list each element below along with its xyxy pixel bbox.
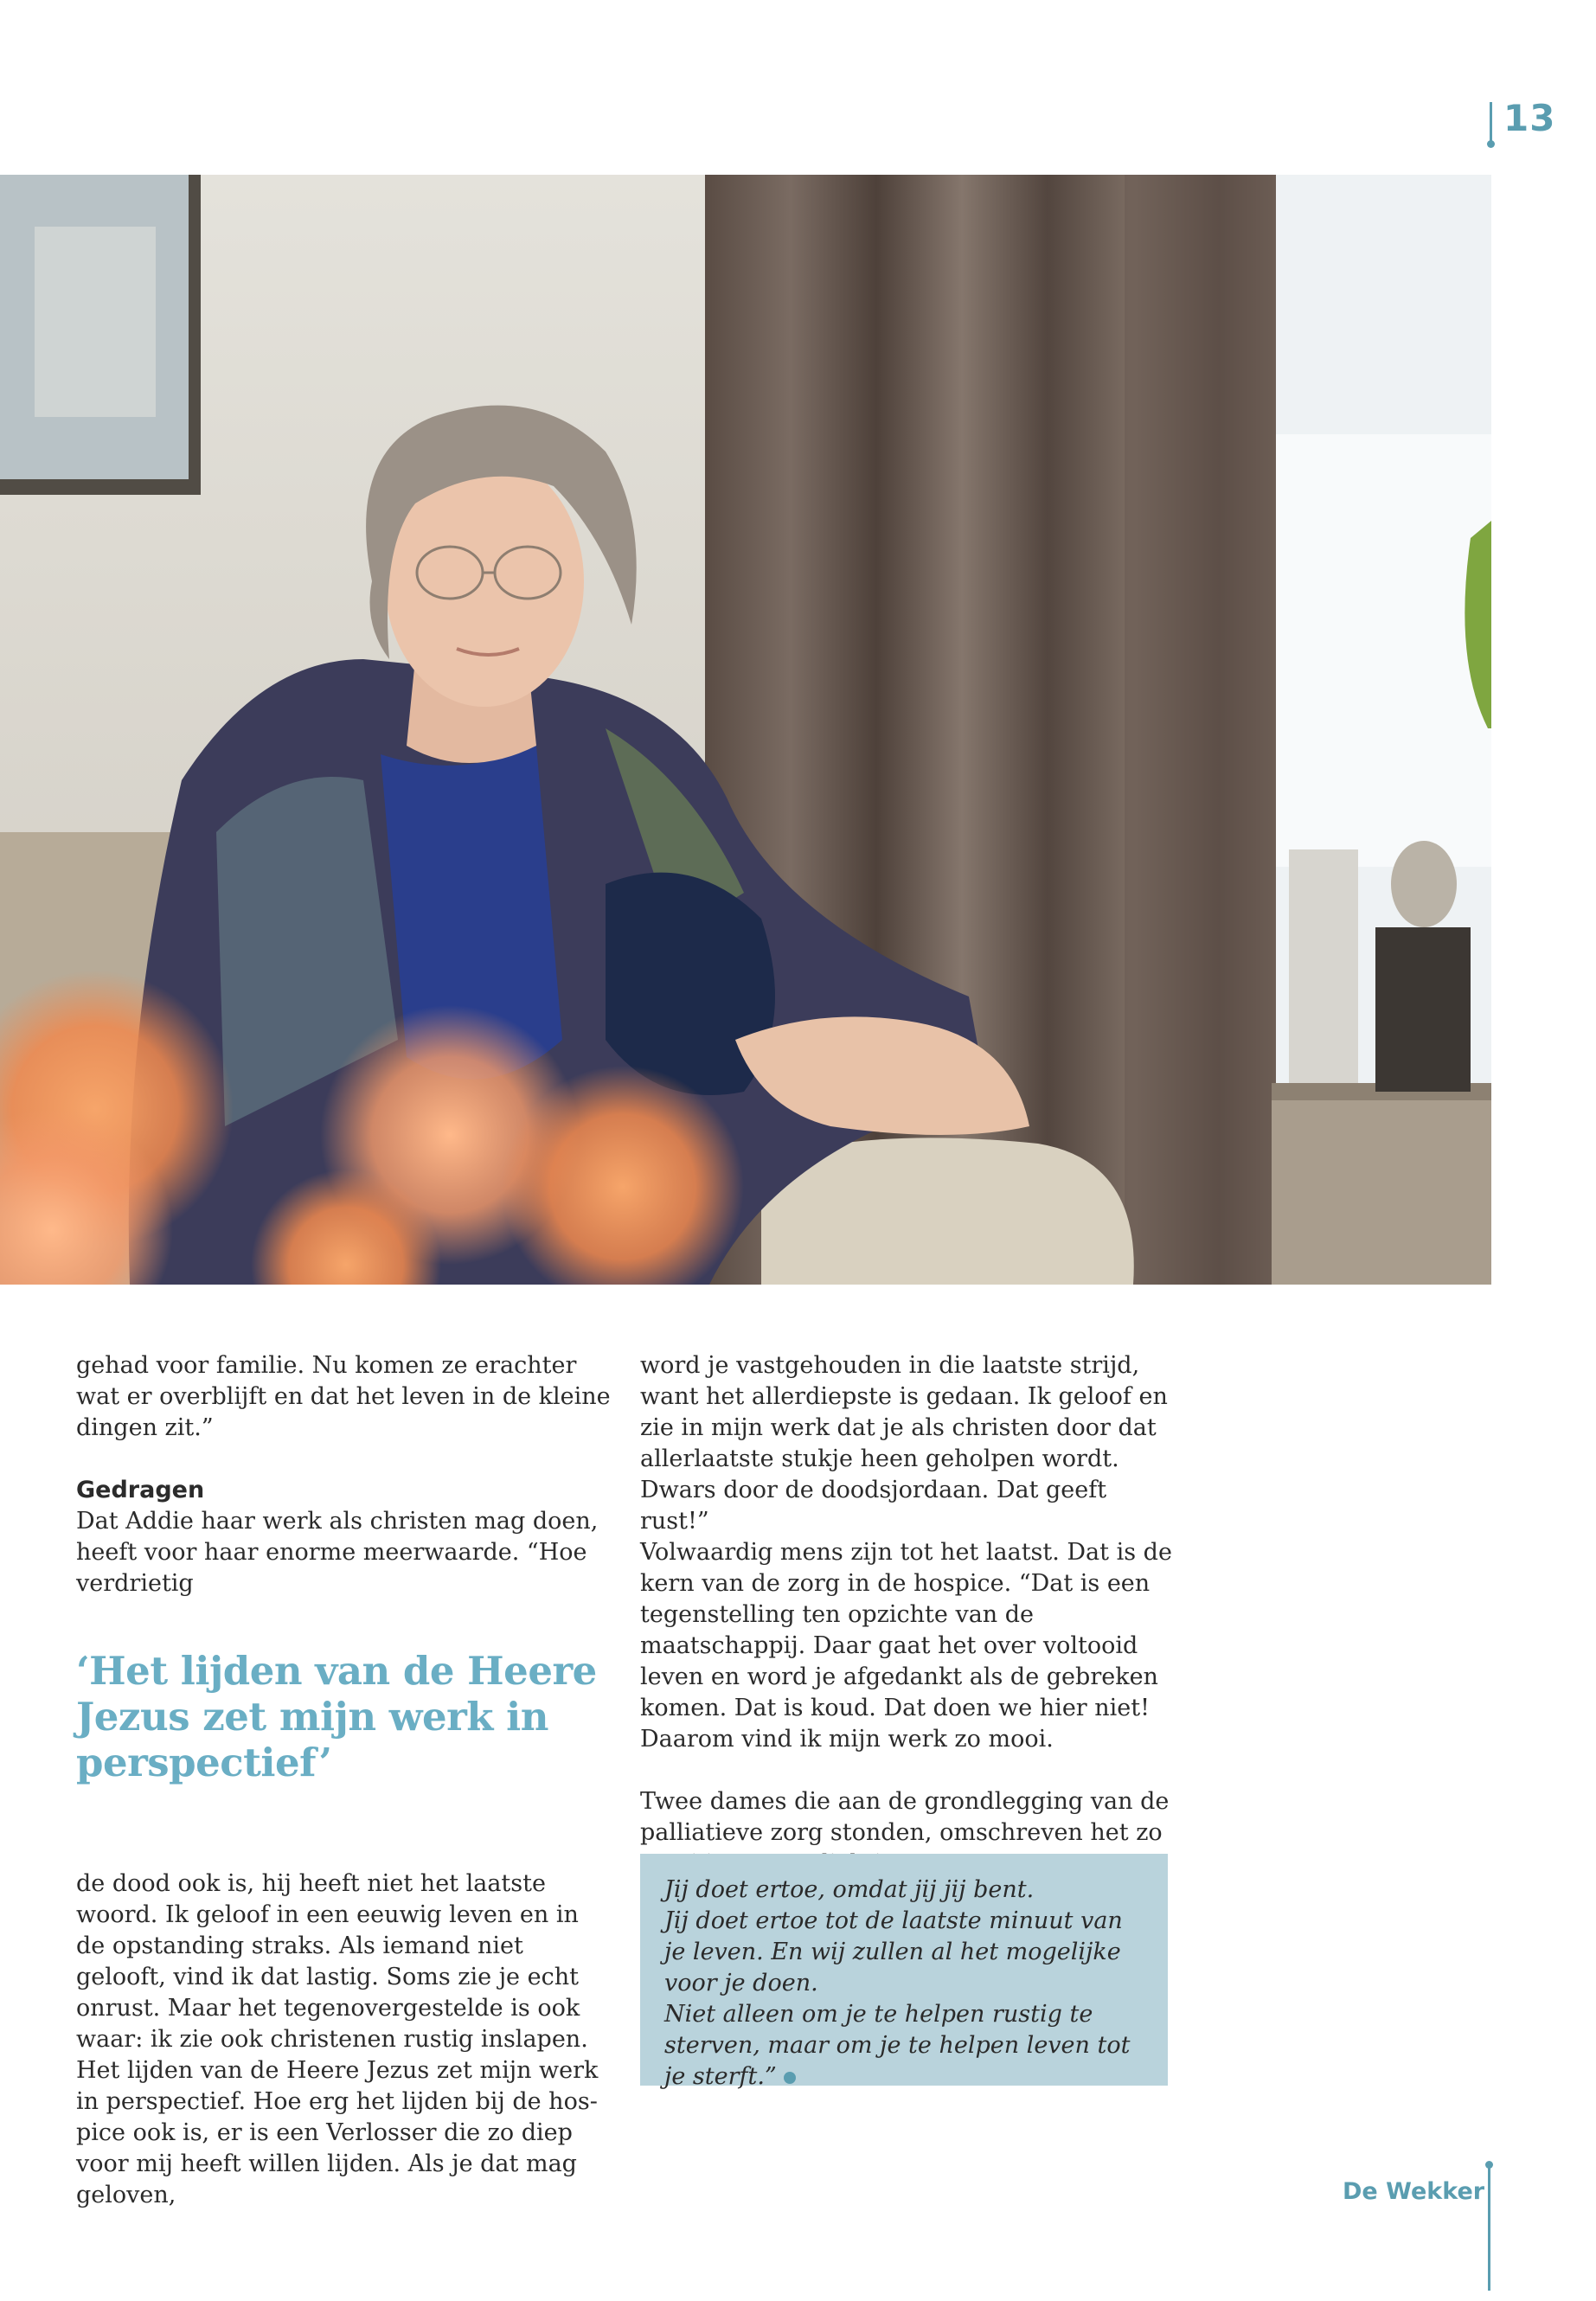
right-column [640,1350,1176,1880]
poem-line-3-text: Niet alleen om je te helpen rustig te sterven, maar om je te helpen leven tot je sterft.” [664,2001,1131,2090]
footer-brand: De Wekker [1343,2178,1485,2205]
poem-box [640,1854,1168,2090]
end-dot-icon [784,2072,796,2084]
page-number-rule [1490,102,1492,144]
portrait-photo [0,175,1491,1285]
left-paragraph-2: Dat Addie haar werk als christen mag doen, heeft voor haar enorme meerwaarde. “Hoe verdrietig [76,1508,599,1597]
left-paragraph-1: gehad voor familie. Nu komen ze erachter wat er overblijft en dat het leven in de kleine dingen zit.” [76,1352,611,1441]
poem-line-2: Jij doet ertoe tot de laatste minuut van je leven. En wij zullen al het mogelijke voor je doen. [664,1907,1123,1997]
right-paragraph-3: Twee dames die aan de grondlegging van de palliatieve zorg stonden, omschreven het zo [640,1788,1170,1846]
poem-line-1: Jij doet ertoe, omdat jij jij bent. [664,1876,1035,1903]
pull-quote: ‘Het lijden van de Heere Jezus zet mijn werk in perspectief’ [76,1648,597,1785]
page-number: 13 [1503,97,1556,139]
subheading: Gedragen [76,1477,205,1503]
left-column [76,1350,612,2211]
right-paragraph-1: word je vastgehouden in die laatste strijd, want het allerdiepste is gedaan. Ik geloof en zie in mijn werk dat je als christen door dat allerlaatste stukje heen geholpen wordt. Dwars door de doodsjordaan. Dat geeft rust!” [640,1352,1168,1535]
left-paragraph-3: de dood ook is, hij heeft niet het laatste woord. Ik geloof in een eeuwig leven en in de opstanding straks. Als iemand niet gelooft, vind ik dat lastig. Soms zie je echt onrust. Maar het tegenovergestelde is ook waar: ik zie ook christenen rustig inslapen. Het lijden van de Heere Jezus zet mijn werk in perspectief. Hoe erg het lijden bij de hospice ook is, er is een Verlosser die zo diep voor mij heeft willen lijden. Als je dat mag geloven, [76,1870,599,2208]
footer-rule [1488,2165,1490,2291]
poem-line-3 [664,1999,1144,2093]
right-paragraph-2: Volwaardig mens zijn tot het laatst. Dat is de kern van de zorg in de hospice. “Dat is een tegenstelling ten opzichte van de maatschappij. Daar gaat het over voltooid leven en word je afgedankt als de gebreken komen. Dat is koud. Dat doen we hier niet! Daarom vind ik mijn werk zo mooi. [640,1539,1172,1753]
